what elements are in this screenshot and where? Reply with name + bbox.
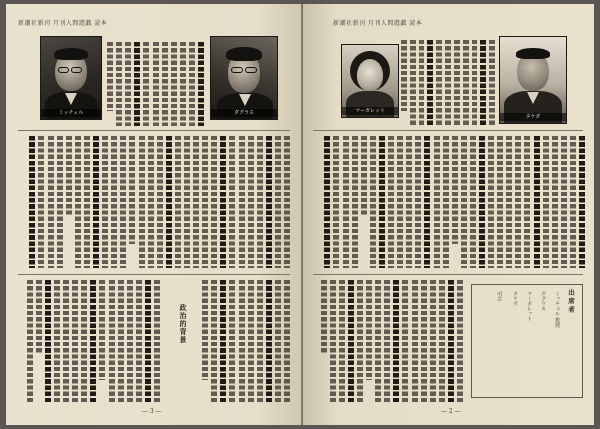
magazine-spread [6,4,594,425]
page-number: — 3 — [142,408,162,415]
body-text-block [106,42,204,126]
photo-caption: マーガレット [342,107,398,115]
participant-entry: ミッチェル 教授 [554,291,560,328]
portrait-photo-man-smiling [499,36,567,124]
photo-caption: ダグラス [211,109,277,117]
participants-box [471,284,583,398]
divider-rule [313,130,583,131]
participants-title: 出席者 [567,289,575,315]
body-text-block [20,280,160,402]
left-page [6,4,302,425]
page-number: — 2 — [441,408,461,415]
page-header: 新潮社新刊 月刊人間遊戯 読本 [18,20,108,27]
body-text-block [401,40,495,126]
page-header: 新潮社新刊 月刊人間遊戯 読本 [333,20,423,27]
body-text-block [313,136,585,268]
participant-entry: タケダ [512,291,518,306]
participant-entry: マーガレット [526,291,532,321]
right-page [303,4,594,425]
divider-rule [18,130,290,131]
participant-entry: 司会 [496,291,502,301]
divider-rule [18,274,290,275]
section-heading: 政治的背景 [179,304,188,344]
portrait-photo-man-beard [210,36,278,120]
body-text-block [313,280,463,402]
divider-rule [313,274,583,275]
photo-caption: ミッチェル [41,109,101,117]
body-text-block [20,136,290,268]
body-text-block [192,280,290,402]
portrait-photo-woman [341,44,399,118]
portrait-photo-man-glasses [40,36,102,120]
participant-entry: ダグラス [540,291,546,311]
photo-caption: タケダ [500,113,566,121]
